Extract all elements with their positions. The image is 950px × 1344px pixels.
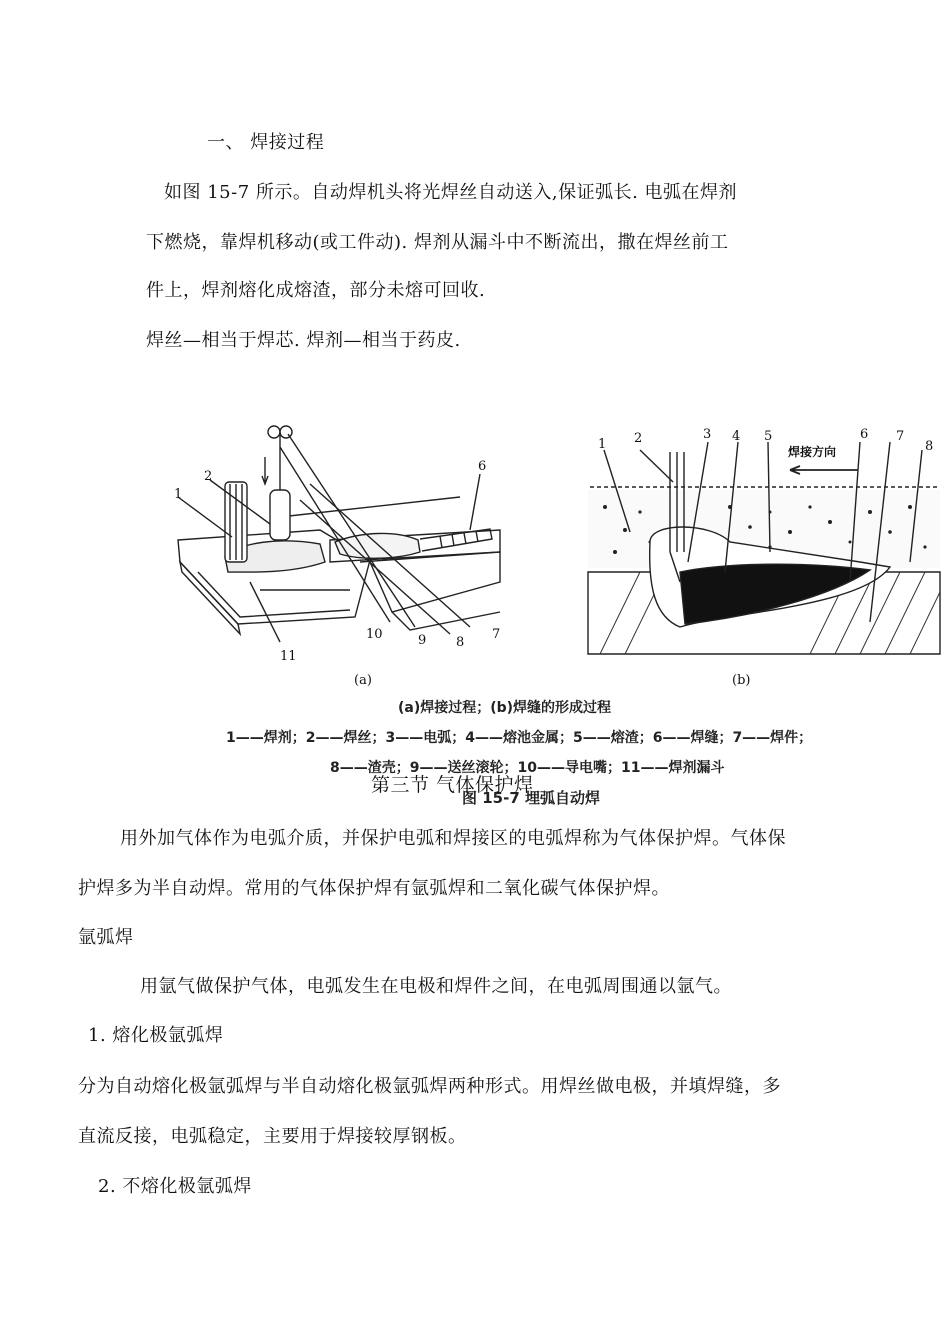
heading-argon-arc-welding: 氩弧焊 [78, 927, 134, 948]
label-b-7: 7 [896, 429, 905, 444]
label-b-3: 3 [703, 427, 712, 442]
list-item-2: 2. 不熔化极氩弧焊 [98, 1176, 252, 1197]
paragraph-line: 分为自动熔化极氩弧焊与半自动熔化极氩弧焊两种形式。用焊丝做电极，并填焊缝，多 [78, 1076, 781, 1097]
paragraph-line: 护焊多为半自动焊。常用的气体保护焊有氩弧焊和二氧化碳气体保护焊。 [78, 878, 670, 899]
label-a-2: 2 [204, 469, 213, 484]
label-b-1: 1 [598, 437, 607, 452]
figure-legend-line: 1——焊剂；2——焊丝；3——电弧；4——熔池金属；5——熔渣；6——焊缝；7——焊件； [226, 730, 813, 746]
label-a-8: 8 [456, 635, 465, 650]
figure-a-drawing [178, 426, 500, 642]
paragraph-line: 直流反接，电弧稳定，主要用于焊接较厚钢板。 [78, 1126, 467, 1147]
label-b-4: 4 [732, 429, 741, 444]
paragraph-line: 焊丝—相当于焊芯. 焊剂—相当于药皮. [146, 330, 461, 351]
label-a-1: 1 [174, 487, 183, 502]
figure-15-7 [170, 412, 934, 812]
paragraph-line: 如图 15-7 所示。自动焊机头将光焊丝自动送入,保证弧长. 电弧在焊剂 [164, 182, 738, 203]
figure-b-drawing [588, 442, 940, 654]
figure-title: 图 15-7 埋弧自动焊 [462, 789, 600, 807]
label-b-6: 6 [860, 427, 869, 442]
label-weld-direction: 焊接方向 [788, 445, 837, 459]
label-a-11: 11 [280, 649, 297, 664]
figure-caption-line: (a)焊接过程；(b)焊缝的形成过程 [398, 700, 612, 716]
submerged-arc-welding-diagram [170, 412, 934, 812]
subfigure-a-label: (a) [354, 673, 372, 688]
label-b-8: 8 [925, 439, 934, 454]
label-b-5: 5 [764, 429, 773, 444]
label-a-9: 9 [418, 633, 427, 648]
paragraph-line: 用外加气体作为电弧介质，并保护电弧和焊接区的电弧焊称为气体保护焊。气体保 [120, 828, 786, 849]
paragraph-line: 下燃烧，靠焊机移动(或工件动). 焊剂从漏斗中不断流出，撒在焊丝前工 [146, 232, 729, 253]
heading-welding-process: 一、 焊接过程 [207, 132, 325, 153]
list-item-1: 1. 熔化极氩弧焊 [88, 1025, 224, 1046]
paragraph-line: 用氩气做保护气体，电弧发生在电极和焊件之间，在电弧周围通以氩气。 [140, 976, 732, 997]
label-b-2: 2 [634, 431, 643, 446]
subfigure-b-label: (b) [732, 673, 751, 688]
figure-legend-line: 8——渣壳；9——送丝滚轮；10——导电嘴；11——焊剂漏斗 [330, 760, 725, 776]
label-a-7: 7 [492, 627, 501, 642]
section-title: 第三节 气体保护焊 [371, 774, 534, 796]
paragraph-line: 件上，焊剂熔化成熔渣，部分未熔可回收. [146, 280, 486, 301]
label-a-6: 6 [478, 459, 487, 474]
label-a-10: 10 [366, 627, 383, 642]
